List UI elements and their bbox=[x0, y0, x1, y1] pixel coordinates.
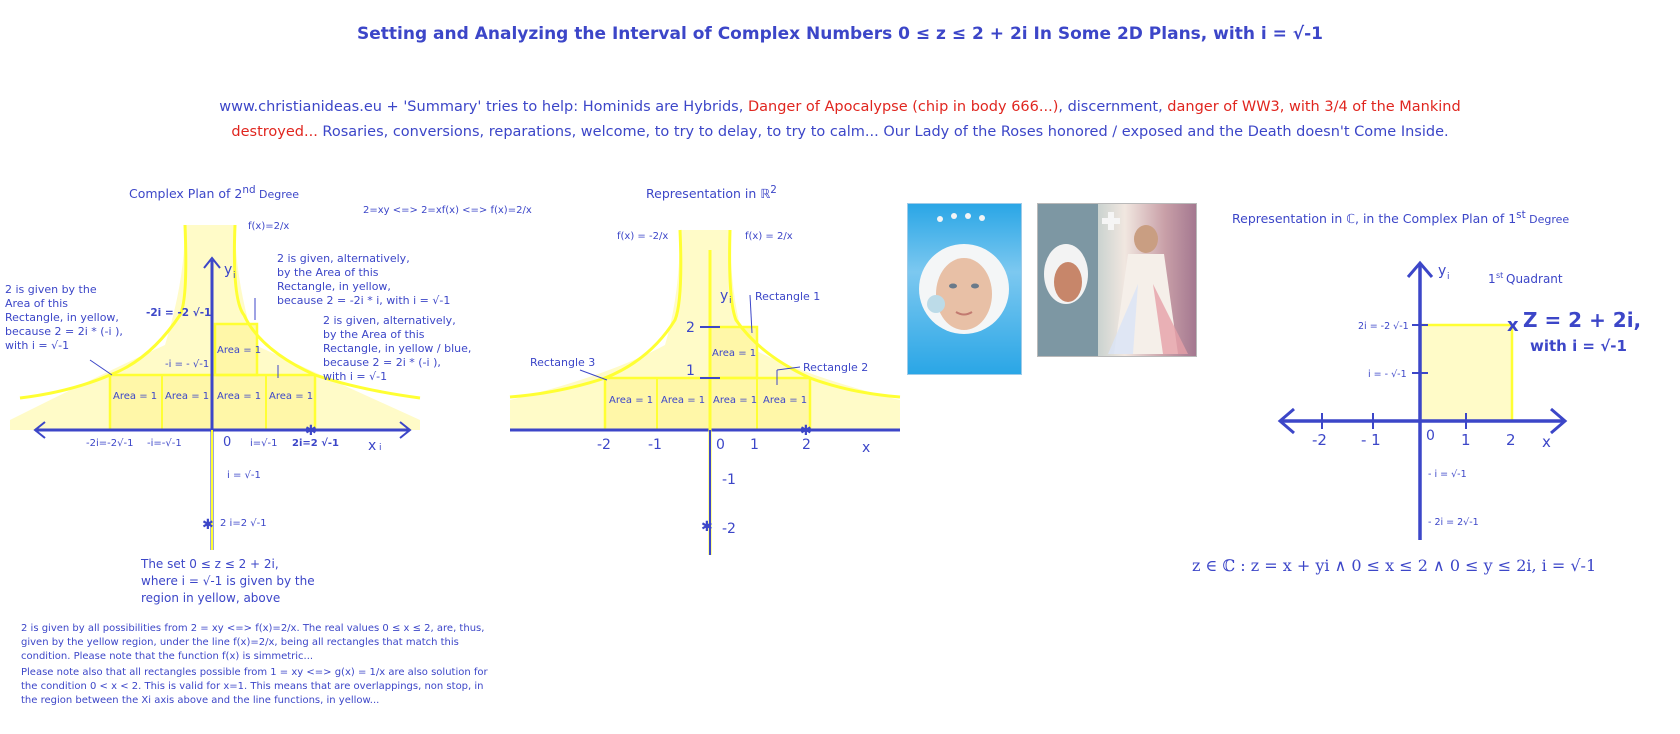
image-divine-mercy-drawing bbox=[1038, 204, 1196, 356]
left-y-tick-label: 2 i=2 √-1 bbox=[220, 518, 267, 529]
left-area-label: Area = 1 bbox=[269, 391, 314, 402]
subtitle-line-1 bbox=[0, 99, 1680, 115]
image-our-lady bbox=[907, 203, 1022, 375]
left-marker: ✱ bbox=[202, 517, 214, 533]
left-y-tick-label: -i = - √-1 bbox=[165, 359, 210, 370]
middle-x-tick-label: -1 bbox=[648, 437, 662, 453]
right-z-label: Z = 2 + 2i, bbox=[1523, 308, 1642, 332]
left-x-tick-label: 2i=2 √-1 bbox=[292, 438, 339, 449]
left-x-axis-label: x bbox=[368, 438, 377, 454]
note-left: 2 is given by the Area of this Rectangle, in yellow, because 2 = 2i * (-i ), with i = √-1 bbox=[5, 283, 123, 352]
left-equation-note: 2=xy <=> 2=xf(x) <=> f(x)=2/x bbox=[363, 205, 532, 216]
middle-y-tick-label: 1 bbox=[686, 363, 695, 379]
right-quadrant-label: 1 bbox=[1488, 272, 1496, 286]
right-point-marker: x bbox=[1507, 315, 1519, 336]
left-y-axis-label: y bbox=[224, 262, 233, 278]
right-y-axis-sub: i bbox=[1447, 272, 1450, 282]
middle-curve-label: f(x) = 2/x bbox=[745, 231, 793, 242]
middle-y-tick-label: -2 bbox=[722, 521, 736, 537]
right-quadrant-end: Quadrant bbox=[1506, 272, 1563, 286]
right-diagram bbox=[1270, 255, 1660, 545]
right-quadrant-sup: st bbox=[1496, 271, 1504, 280]
right-x-axis-label: x bbox=[1542, 433, 1551, 451]
left-curve-label: f(x)=2/x bbox=[248, 221, 290, 232]
subtitle-text: Rosaries, conversions, reparations, welcome, to try to delay, to try to calm... Our Lady of the Roses honored / exposed and the Death doesn't Come Inside. bbox=[317, 124, 1449, 140]
right-set-definition: z ∈ ℂ : z = x + yi ∧ 0 ≤ x ≤ 2 ∧ 0 ≤ y ≤ 2i, i = √-1 bbox=[1192, 556, 1597, 575]
middle-x-axis-label: x bbox=[862, 440, 871, 456]
right-x-tick-label: 0 bbox=[1426, 428, 1435, 444]
left-area-label: Area = 1 bbox=[217, 391, 262, 402]
middle-heading: Representation in ℝ$^2$ bbox=[646, 184, 777, 202]
middle-area-label: Area = 1 bbox=[763, 395, 808, 406]
image-our-lady-drawing bbox=[908, 204, 1021, 374]
left-area-label: Area = 1 bbox=[217, 345, 262, 356]
bottom-explanation: 2 is given by all possibilities from 2 = xy <=> f(x)=2/x. The real values 0 ≤ x ≤ 2, are, thus, given by the yellow region, under the line f(x)=2/x, being all rectangles that match this condition. Please note that the function f(x) is simmetric... Please note also that all rectangles possible from 1 = xy <=> g(x) = 1/x are also solution for the condition 0 < x < 2. This is valid for x=1. This means that are overlappings, non stop, in the region between the Xi axis above and the line functions, in yellow... bbox=[21, 623, 488, 706]
middle-rect-label: Rectangle 1 bbox=[755, 290, 821, 303]
right-x-tick-label: - 1 bbox=[1361, 431, 1381, 449]
left-y-axis-sub: i bbox=[233, 271, 236, 281]
subtitle-text: , discernment, bbox=[1058, 99, 1168, 115]
subtitle-warning: Danger of Apocalypse (chip in body 666...) bbox=[747, 99, 1059, 115]
middle-x-tick-label: 1 bbox=[750, 437, 759, 453]
left-x-tick-label: -i=-√-1 bbox=[147, 438, 182, 449]
right-with-label: with i = √-1 bbox=[1530, 337, 1627, 355]
middle-marker: ✱ bbox=[800, 423, 812, 439]
middle-y-tick-label: 2 bbox=[686, 320, 695, 336]
subtitle-text: www.christianideas.eu + 'Summary' tries to help: Hominids are Hybrids, bbox=[219, 99, 748, 115]
left-area-label: Area = 1 bbox=[113, 391, 158, 402]
middle-rect-label: Rectangle 3 bbox=[530, 356, 596, 369]
left-y-tick-label: -2i = -2 √-1 bbox=[146, 307, 212, 319]
note-middle: 2 is given, alternatively, by the Area of this Rectangle, in yellow, because 2 = -2i * i, with i = √-1 bbox=[277, 252, 451, 307]
right-y-tick-label: i = - √-1 bbox=[1368, 369, 1407, 380]
left-marker: ✱ bbox=[305, 423, 317, 439]
subtitle-line-2 bbox=[0, 124, 1680, 140]
left-heading: Complex Plan of 2nd Degree bbox=[129, 184, 300, 202]
left-x-tick-label: -2i=-2√-1 bbox=[86, 438, 134, 449]
left-y-tick-label: i = √-1 bbox=[227, 470, 261, 481]
middle-x-tick-label: 2 bbox=[802, 437, 811, 453]
left-x-axis-sub: i bbox=[379, 443, 382, 453]
right-y-tick-label: - i = √-1 bbox=[1428, 469, 1467, 480]
middle-y-axis-sub: i bbox=[729, 296, 732, 306]
right-y-tick-label: - 2i = 2√-1 bbox=[1428, 517, 1479, 528]
middle-y-tick-label: -1 bbox=[722, 472, 736, 488]
subtitle-warning: destroyed... bbox=[231, 124, 318, 140]
middle-area-label: Area = 1 bbox=[712, 348, 757, 359]
middle-x-tick-label: 0 bbox=[716, 437, 725, 453]
image-divine-mercy bbox=[1037, 203, 1197, 357]
right-x-tick-label: 2 bbox=[1506, 431, 1516, 449]
set-note: The set 0 ≤ z ≤ 2 + 2i, where i = √-1 is given by the region in yellow, above bbox=[141, 557, 315, 605]
middle-diagram bbox=[500, 225, 910, 565]
right-x-tick-label: -2 bbox=[1312, 431, 1327, 449]
middle-y-axis-label: y bbox=[720, 288, 729, 304]
note-right: 2 is given, alternatively, by the Area of this Rectangle, in yellow / blue, because 2 = 2i * (-i ), with i = √-1 bbox=[323, 314, 472, 383]
middle-rect-label: Rectangle 2 bbox=[803, 361, 869, 374]
page-title: Setting and Analyzing the Interval of Complex Numbers 0 ≤ z ≤ 2 + 2i In Some 2D Plans, with i = √-1 bbox=[357, 24, 1323, 44]
right-heading: Representation in ℂ, in the Complex Plan of 1st Degree bbox=[1232, 209, 1570, 227]
left-area-label: Area = 1 bbox=[165, 391, 210, 402]
right-x-tick-label: 1 bbox=[1461, 431, 1471, 449]
right-y-tick-label: 2i = -2 √-1 bbox=[1358, 321, 1409, 332]
middle-area-label: Area = 1 bbox=[609, 395, 654, 406]
left-x-tick-label: 0 bbox=[223, 435, 232, 450]
middle-x-tick-label: -2 bbox=[597, 437, 611, 453]
middle-area-label: Area = 1 bbox=[713, 395, 758, 406]
left-x-tick-label: i=√-1 bbox=[250, 438, 278, 449]
middle-curve-label: f(x) = -2/x bbox=[617, 231, 669, 242]
middle-area-label: Area = 1 bbox=[661, 395, 706, 406]
subtitle-warning: danger of WW3, with 3/4 of the Mankind bbox=[1167, 99, 1461, 115]
middle-marker: ✱ bbox=[701, 519, 713, 535]
right-y-axis-label: y bbox=[1438, 263, 1447, 279]
right-yellow-region bbox=[1420, 325, 1512, 421]
